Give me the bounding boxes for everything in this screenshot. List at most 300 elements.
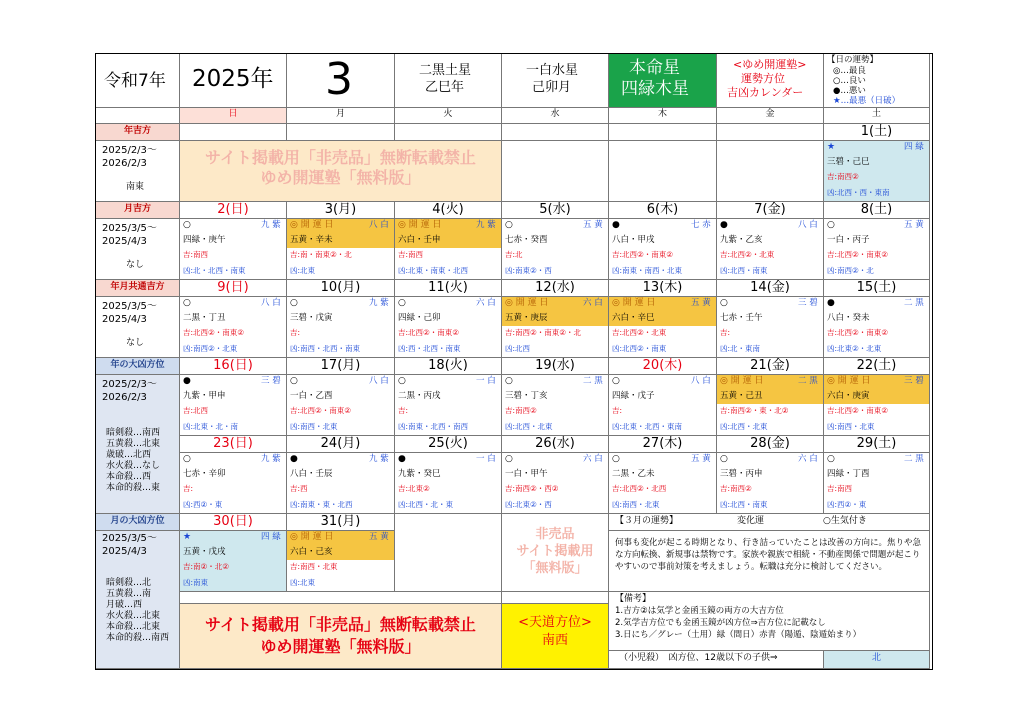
- day-date: 29(土): [856, 436, 897, 451]
- day-kanji: 一白・丙子: [827, 235, 870, 245]
- day-kanji: 四緑・庚午: [183, 235, 226, 245]
- day-kichi: 吉:南西②: [827, 172, 859, 181]
- day-date: 3(月): [324, 202, 357, 217]
- day-kyo: 凶:北西・北・東: [398, 500, 454, 509]
- honmei-line1: 本命星: [629, 58, 680, 78]
- day-mark: ○: [183, 220, 191, 230]
- day-kanji: 二黒・丁丑: [183, 313, 226, 323]
- day-kichi: 吉:南西: [398, 250, 424, 259]
- unsei-mark: ○生気付き: [823, 516, 867, 526]
- day-mark: ◎ 開 運 日: [827, 376, 871, 386]
- day-kyo: 凶:南西・北東: [827, 422, 875, 431]
- weekday-2: [395, 108, 502, 124]
- day-mark: ○: [827, 220, 835, 230]
- day-mark: ●: [612, 220, 620, 230]
- legend-2: ○…良い: [833, 76, 866, 86]
- day-kanji: 九紫・乙亥: [720, 235, 763, 245]
- legend-3: ●…悪い: [833, 86, 866, 96]
- day-kichi: 吉:北西②・南東②: [827, 250, 888, 259]
- day-body: [180, 219, 287, 280]
- day-kanji: 八白・壬辰: [290, 469, 333, 479]
- day-date-cell: [609, 202, 717, 219]
- day-date: 2(日): [217, 202, 249, 217]
- day-kichi: 吉:: [720, 328, 731, 337]
- day-body: [287, 375, 395, 436]
- era-label: 令和7年: [104, 71, 166, 91]
- day-kyo: 凶:南東②・西: [505, 266, 552, 275]
- day-date: 10(月): [320, 280, 361, 295]
- tsuki-kyo-item: 本命殺…北東: [106, 622, 161, 632]
- unsei-kind: 変化運: [737, 516, 765, 526]
- day-date-cell: [287, 280, 395, 297]
- month-cell: [287, 54, 395, 108]
- day-star-number: 五 黄: [691, 298, 711, 308]
- day-kanji: 一白・甲午: [505, 469, 548, 479]
- left-date-start: 2025/3/5～: [102, 223, 157, 234]
- day-kichi: 吉:南西②・東・北②: [720, 406, 789, 415]
- legend-1: ◎…最良: [833, 66, 866, 76]
- day-star-number: 二 黒: [904, 454, 924, 464]
- banner-bottom: [180, 604, 502, 669]
- day-body: [287, 219, 395, 280]
- era-cell: [96, 54, 180, 108]
- day-kichi: 吉:: [183, 484, 194, 493]
- day-date: 6(木): [646, 202, 679, 217]
- day-kyo: 凶:北西・南東: [720, 500, 768, 509]
- day-kichi: 吉:南②・北②: [183, 562, 229, 571]
- day-star-number: 二 黒: [798, 376, 818, 386]
- day-kyo: 凶:南西②・北: [827, 266, 874, 275]
- day-date-cell: [395, 202, 502, 219]
- day-date: 24(月): [320, 436, 361, 451]
- shoni-direction-cell: [824, 651, 930, 669]
- day-kanji: 五黄・庚辰: [505, 313, 548, 323]
- day-kyo: 凶:北東②・西: [505, 500, 552, 509]
- day-kyo: 凶:南東: [183, 578, 209, 587]
- day-date-cell: [824, 124, 930, 141]
- nen-kyo-body: [96, 375, 180, 514]
- day-kyo: 凶:南西・北西・南東: [290, 344, 361, 353]
- day-kanji: 一白・乙酉: [290, 391, 333, 401]
- day-kyo: 凶:北・東南: [720, 344, 761, 353]
- left-date-end: 2026/2/3: [102, 158, 147, 169]
- tsuki-kyo-item: 水火殺…北東: [106, 611, 161, 621]
- day-star-number: 五 黄: [369, 532, 389, 542]
- empty-date-cell: [609, 124, 717, 141]
- day-kichi-strip: [287, 326, 394, 342]
- day-star-number: 八 白: [261, 298, 281, 308]
- nen-kyo-date-end: 2026/2/3: [102, 392, 147, 403]
- day-kichi: 吉:: [290, 328, 301, 337]
- day-mark: ●: [827, 298, 835, 308]
- honmei-cell: [609, 54, 717, 108]
- day-kanji: 六白・己亥: [290, 547, 333, 557]
- day-date-cell: [824, 202, 930, 219]
- day-body: [287, 531, 395, 592]
- day-star-number: 三 碧: [904, 376, 924, 386]
- hibaihin-cell: [502, 514, 609, 592]
- day-kanji: 六白・辛巳: [612, 313, 655, 323]
- empty-body-cell: [609, 141, 717, 202]
- day-date: 17(月): [320, 358, 361, 373]
- empty-date-cell: [395, 124, 502, 141]
- day-date: 5(水): [539, 202, 571, 217]
- day-body: [287, 297, 395, 358]
- day-date: 12(水): [535, 280, 575, 295]
- day-body: [502, 219, 609, 280]
- day-mark: ○: [505, 376, 513, 386]
- shoni-direction: 北: [871, 653, 881, 663]
- day-mark: ○: [505, 454, 513, 464]
- day-kyo: 凶:西・北西・南東: [398, 344, 461, 353]
- biko-line: 1.吉方②は気学と金函玉鏡の両方の大吉方位: [615, 606, 784, 616]
- day-kyo: 凶:北西: [505, 344, 531, 353]
- day-kichi: 吉:: [612, 406, 623, 415]
- yume-line2: 運勢方位: [741, 72, 785, 85]
- day-date-cell: [395, 436, 502, 453]
- tsuki-kyo-title: 月の大凶方位: [110, 516, 165, 526]
- day-kyo: 凶:北東・南東・北西: [398, 266, 469, 275]
- banner-top: [180, 141, 502, 202]
- honmei-line2: 四緑木星: [621, 79, 689, 99]
- day-date: 8(土): [860, 202, 893, 217]
- day-kyo: 凶:西②・東: [183, 500, 223, 509]
- day-kyo: 凶:西②・東: [827, 500, 867, 509]
- empty-date-cell: [287, 124, 395, 141]
- day-mark: ○: [398, 376, 406, 386]
- day-date-cell: [609, 280, 717, 297]
- day-star-number: 九 紫: [261, 220, 281, 230]
- day-body: [395, 297, 502, 358]
- shoni-cell: [609, 651, 824, 669]
- day-body: [717, 219, 824, 280]
- day-date: 16(日): [213, 358, 253, 373]
- day-kichi: 吉:南西②・西②: [505, 484, 559, 493]
- day-kanji: 四緑・戊子: [612, 391, 655, 401]
- day-star-number: 五 黄: [904, 220, 924, 230]
- day-kyo: 凶:北西・北東: [505, 422, 553, 431]
- day-kyo: 凶:南西・北東: [290, 422, 338, 431]
- unsei-text: な方向転換、新規事は禁物です。家族や親族で相続・不動産関係で問題が起こり: [615, 550, 921, 560]
- day-star-number: 二 黒: [904, 298, 924, 308]
- day-mark: ○: [720, 454, 728, 464]
- day-body: [502, 375, 609, 436]
- day-body: [395, 453, 502, 514]
- nen-kyo-item: 五黄殺…北東: [106, 439, 161, 449]
- day-mark: ○: [183, 454, 191, 464]
- left-title: 年吉方: [123, 126, 151, 136]
- day-kichi: 吉:南・南東②・北: [290, 250, 352, 259]
- day-kyo: 凶:北・北西・南東: [183, 266, 246, 275]
- hibaihin-line1: 非売品: [535, 527, 575, 542]
- day-date: 14(金): [750, 280, 790, 295]
- day-date: 7(金): [754, 202, 786, 217]
- day-kichi: 吉:南西: [183, 250, 209, 259]
- shoni-text: （小児殺） 凶方位、12歳以下の子供⇒: [619, 653, 778, 663]
- day-kichi: 吉:北西②・北東: [720, 250, 775, 259]
- day-mark: ○: [827, 454, 835, 464]
- day-kichi: 吉:北: [505, 250, 523, 259]
- day-date-cell: [824, 436, 930, 453]
- day-kanji: 四緑・丁酉: [827, 469, 870, 479]
- day-kichi-strip: [395, 404, 501, 420]
- day-star-number: 八 白: [369, 220, 389, 230]
- star1-line1: 二黒土星: [419, 63, 472, 78]
- day-body: [824, 297, 930, 358]
- day-star-number: 八 白: [691, 376, 711, 386]
- tsuki-kyo-body: [96, 531, 180, 669]
- day-date-cell: [502, 280, 609, 297]
- left-body-0: [96, 141, 180, 202]
- day-date-cell: [717, 202, 824, 219]
- biko-line: 2.気学吉方位でも金函玉鏡が凶方位⇒吉方位に記載なし: [615, 618, 826, 628]
- day-mark: ○: [612, 454, 620, 464]
- empty-body-cell: [502, 141, 609, 202]
- day-date-cell: [180, 280, 287, 297]
- unsei-header: [609, 514, 930, 531]
- hibaihin-line2: サイト掲載用: [516, 544, 594, 559]
- day-date-cell: [395, 358, 502, 375]
- left-direction: なし: [126, 260, 145, 270]
- day-kichi: 吉:北西②・北東: [612, 328, 667, 337]
- day-star-number: 八 白: [798, 220, 818, 230]
- day-star-number: 一 白: [476, 376, 496, 386]
- banner-bottom-line1: サイト掲載用「非売品」無断転載禁止: [205, 615, 476, 634]
- day-kanji: 八白・癸未: [827, 313, 870, 323]
- day-kanji: 二黒・乙未: [612, 469, 655, 479]
- day-kanji: 四緑・己卯: [398, 313, 441, 323]
- star1-cell: [395, 54, 502, 108]
- banner-bottom-line2: ゆめ開運塾「無料版」: [260, 637, 421, 656]
- day-body: [609, 375, 717, 436]
- day-kyo: 凶:北西・北東: [720, 422, 768, 431]
- day-star-number: 四 緑: [904, 142, 924, 152]
- day-body: [395, 219, 502, 280]
- day-body: [287, 453, 395, 514]
- nen-kyo-item: 暗剣殺…南西: [106, 428, 161, 438]
- day-date: 31(月): [320, 514, 361, 529]
- day-kyo: 凶:北東・北西・東南: [612, 422, 683, 431]
- year-label: 2025年: [192, 66, 274, 92]
- day-date: 13(木): [642, 280, 683, 295]
- day-kichi: 吉:西: [290, 484, 308, 493]
- day-kyo: 凶:北東・北・南: [183, 422, 239, 431]
- left-header-2: [96, 280, 180, 297]
- day-body: [180, 375, 287, 436]
- weekday-label: 水: [550, 109, 560, 119]
- day-kanji: 三碧・戊寅: [290, 313, 333, 323]
- day-kichi: 吉:北西②・南東②: [290, 406, 351, 415]
- day-kyo: 凶:北西②・南東: [612, 344, 667, 353]
- year-cell: [180, 54, 287, 108]
- left-date-start: 2025/2/3～: [102, 145, 157, 156]
- day-kanji: 六白・壬申: [398, 235, 441, 245]
- unsei-text: 何事も変化が起こる時期となり、行き詰っていたことは改善の方向に。焦りや急: [615, 538, 922, 548]
- day-mark: ★: [827, 142, 836, 152]
- day-kyo: 凶:南東・東・北西: [290, 500, 353, 509]
- left-date-end: 2025/4/3: [102, 236, 147, 247]
- day-date-cell: [287, 358, 395, 375]
- left-date-end: 2025/4/3: [102, 314, 147, 325]
- day-star-number: 八 白: [369, 376, 389, 386]
- tsuki-kyo-item: 五黄殺…南: [106, 589, 152, 599]
- day-mark: ●: [290, 454, 298, 464]
- day-mark: ○: [183, 298, 191, 308]
- day-body: [824, 453, 930, 514]
- weekday-blank: [96, 108, 180, 124]
- day-date: 4(火): [432, 202, 464, 217]
- star2-cell: [502, 54, 609, 108]
- day-kichi: 吉:北東②: [398, 484, 430, 493]
- day-body: [609, 219, 717, 280]
- legend-title: 【日の運勢】: [827, 55, 879, 65]
- day-body: [180, 531, 287, 592]
- nen-kyo-item: 歳破…北西: [106, 450, 152, 460]
- day-mark: ◎ 開 運 日: [505, 298, 549, 308]
- day-star-number: 三 碧: [798, 298, 818, 308]
- day-mark: ◎ 開 運 日: [720, 376, 764, 386]
- day-star-number: 九 紫: [476, 220, 496, 230]
- day-kichi: 吉:南西: [827, 484, 853, 493]
- day-date: 18(火): [428, 358, 468, 373]
- yume-cell: [717, 54, 824, 108]
- day-star-number: 一 白: [476, 454, 496, 464]
- day-star-number: 三 碧: [261, 376, 281, 386]
- day-kanji: 七赤・辛卯: [183, 469, 226, 479]
- day-date: 22(土): [856, 358, 897, 373]
- empty-date-cell: [502, 124, 609, 141]
- day-kyo: 凶:南西②・北東: [183, 344, 238, 353]
- day-star-number: 二 黒: [583, 376, 603, 386]
- nen-kyo-item: 本命殺…西: [106, 472, 152, 482]
- biko-title: 【備考】: [615, 594, 652, 604]
- day-date-cell: [287, 202, 395, 219]
- day-star-number: 六 白: [798, 454, 818, 464]
- unsei-title: 【３月の運勢】: [615, 516, 679, 526]
- day-body: [824, 141, 930, 202]
- day-kanji: 九紫・癸巳: [398, 469, 441, 479]
- day-body: [502, 297, 609, 358]
- left-body-2: [96, 297, 180, 358]
- day-mark: ○: [612, 376, 620, 386]
- day-kichi: 吉:南西②・南東②・北: [505, 328, 581, 337]
- day-star-number: 四 緑: [261, 532, 281, 542]
- tendo-line1: <天道方位>: [518, 615, 592, 630]
- day-mark: ●: [398, 454, 406, 464]
- day-kichi: 吉:南西・北東: [290, 562, 338, 571]
- day-date-cell: [502, 202, 609, 219]
- banner-top-line1: サイト掲載用「非売品」無断転載禁止: [205, 148, 476, 167]
- tsuki-kyo-date-end: 2025/4/3: [102, 546, 147, 557]
- day-mark: ○: [505, 220, 513, 230]
- day-kichi: 吉:北西②・南東②: [827, 406, 888, 415]
- day-body: [824, 219, 930, 280]
- day-kichi-strip: [180, 482, 286, 498]
- day-kanji: 五黄・己丑: [720, 391, 763, 401]
- legend-4: ★…最悪（日破）: [833, 96, 901, 106]
- banner-top-line2: ゆめ開運塾「無料版」: [260, 168, 421, 187]
- day-kyo: 凶:南東・南西・北東: [612, 266, 683, 275]
- day-kichi: 吉:: [398, 406, 409, 415]
- day-mark: ◎ 開 運 日: [612, 298, 656, 308]
- day-kanji: 九紫・甲申: [183, 391, 226, 401]
- day-date-cell: [717, 280, 824, 297]
- day-kyo: 凶:北東②・北東: [827, 344, 882, 353]
- empty-cell: [395, 514, 502, 592]
- day-date-cell: [717, 436, 824, 453]
- tendo-cell: [502, 604, 609, 669]
- nen-kyo-date-start: 2025/2/3～: [102, 379, 157, 390]
- day-date: 26(水): [535, 436, 575, 451]
- day-date: 11(火): [428, 280, 468, 295]
- left-direction: なし: [126, 338, 145, 348]
- day-kyo: 凶:北東: [290, 266, 316, 275]
- day-kichi-strip: [717, 326, 823, 342]
- day-date-cell: [502, 358, 609, 375]
- day-kanji: 八白・甲戌: [612, 235, 655, 245]
- day-date: 25(火): [428, 436, 468, 451]
- day-date: 20(木): [642, 358, 683, 373]
- day-date-cell: [287, 514, 395, 531]
- biko-line: 3.日にち／グレー（土用）緑（間日）赤青（陽遁、陰遁始まり）: [615, 630, 862, 640]
- day-kichi: 吉:北西②・南東②: [398, 328, 459, 337]
- weekday-3: [502, 108, 609, 124]
- yume-line1: <ゆめ開運塾>: [733, 58, 807, 71]
- weekday-label: 火: [443, 109, 453, 119]
- weekday-label: 土: [871, 109, 881, 119]
- day-kyo: 凶:北西・南東: [720, 266, 768, 275]
- day-date-cell: [180, 202, 287, 219]
- day-mark: ○: [398, 298, 406, 308]
- legend-cell: [824, 54, 930, 108]
- day-star-number: 六 白: [583, 298, 603, 308]
- day-mark: ●: [183, 376, 191, 386]
- day-mark: ◎ 開 運 日: [290, 220, 334, 230]
- day-kyo: 凶:南東・北西・南西: [398, 422, 469, 431]
- weekday-label: 金: [765, 109, 775, 119]
- empty-date-cell: [180, 124, 287, 141]
- nen-kyo-item: 本命的殺…東: [106, 483, 161, 493]
- day-date: 19(水): [535, 358, 575, 373]
- day-body: [180, 453, 287, 514]
- day-kichi: 吉:南西②: [505, 406, 537, 415]
- day-date: 28(金): [750, 436, 790, 451]
- day-kanji: 三碧・己巳: [827, 157, 870, 167]
- day-star-number: 六 白: [583, 454, 603, 464]
- day-date-cell: [609, 358, 717, 375]
- day-body: [717, 453, 824, 514]
- left-title: 年月共通吉方: [110, 282, 165, 292]
- left-body-1: [96, 219, 180, 280]
- day-kanji: 五黄・戊戌: [183, 547, 226, 557]
- day-body: [395, 375, 502, 436]
- day-star-number: 五 黄: [691, 454, 711, 464]
- day-kanji: 六白・庚寅: [827, 391, 870, 401]
- day-kichi: 吉:北西②・北西: [612, 484, 667, 493]
- day-date: 23(日): [213, 436, 253, 451]
- day-mark: ○: [290, 376, 298, 386]
- weekday-1: [287, 108, 395, 124]
- day-kichi: 吉:北西②・南東②: [183, 328, 244, 337]
- day-mark: ○: [720, 298, 728, 308]
- tendo-line2: 南西: [541, 633, 568, 648]
- day-body: [717, 375, 824, 436]
- day-star-number: 九 紫: [369, 298, 389, 308]
- day-kanji: 三碧・丁亥: [505, 391, 548, 401]
- tsuki-kyo-item: 暗剣殺…北: [106, 578, 152, 588]
- day-date-cell: [824, 280, 930, 297]
- day-star-number: 六 白: [476, 298, 496, 308]
